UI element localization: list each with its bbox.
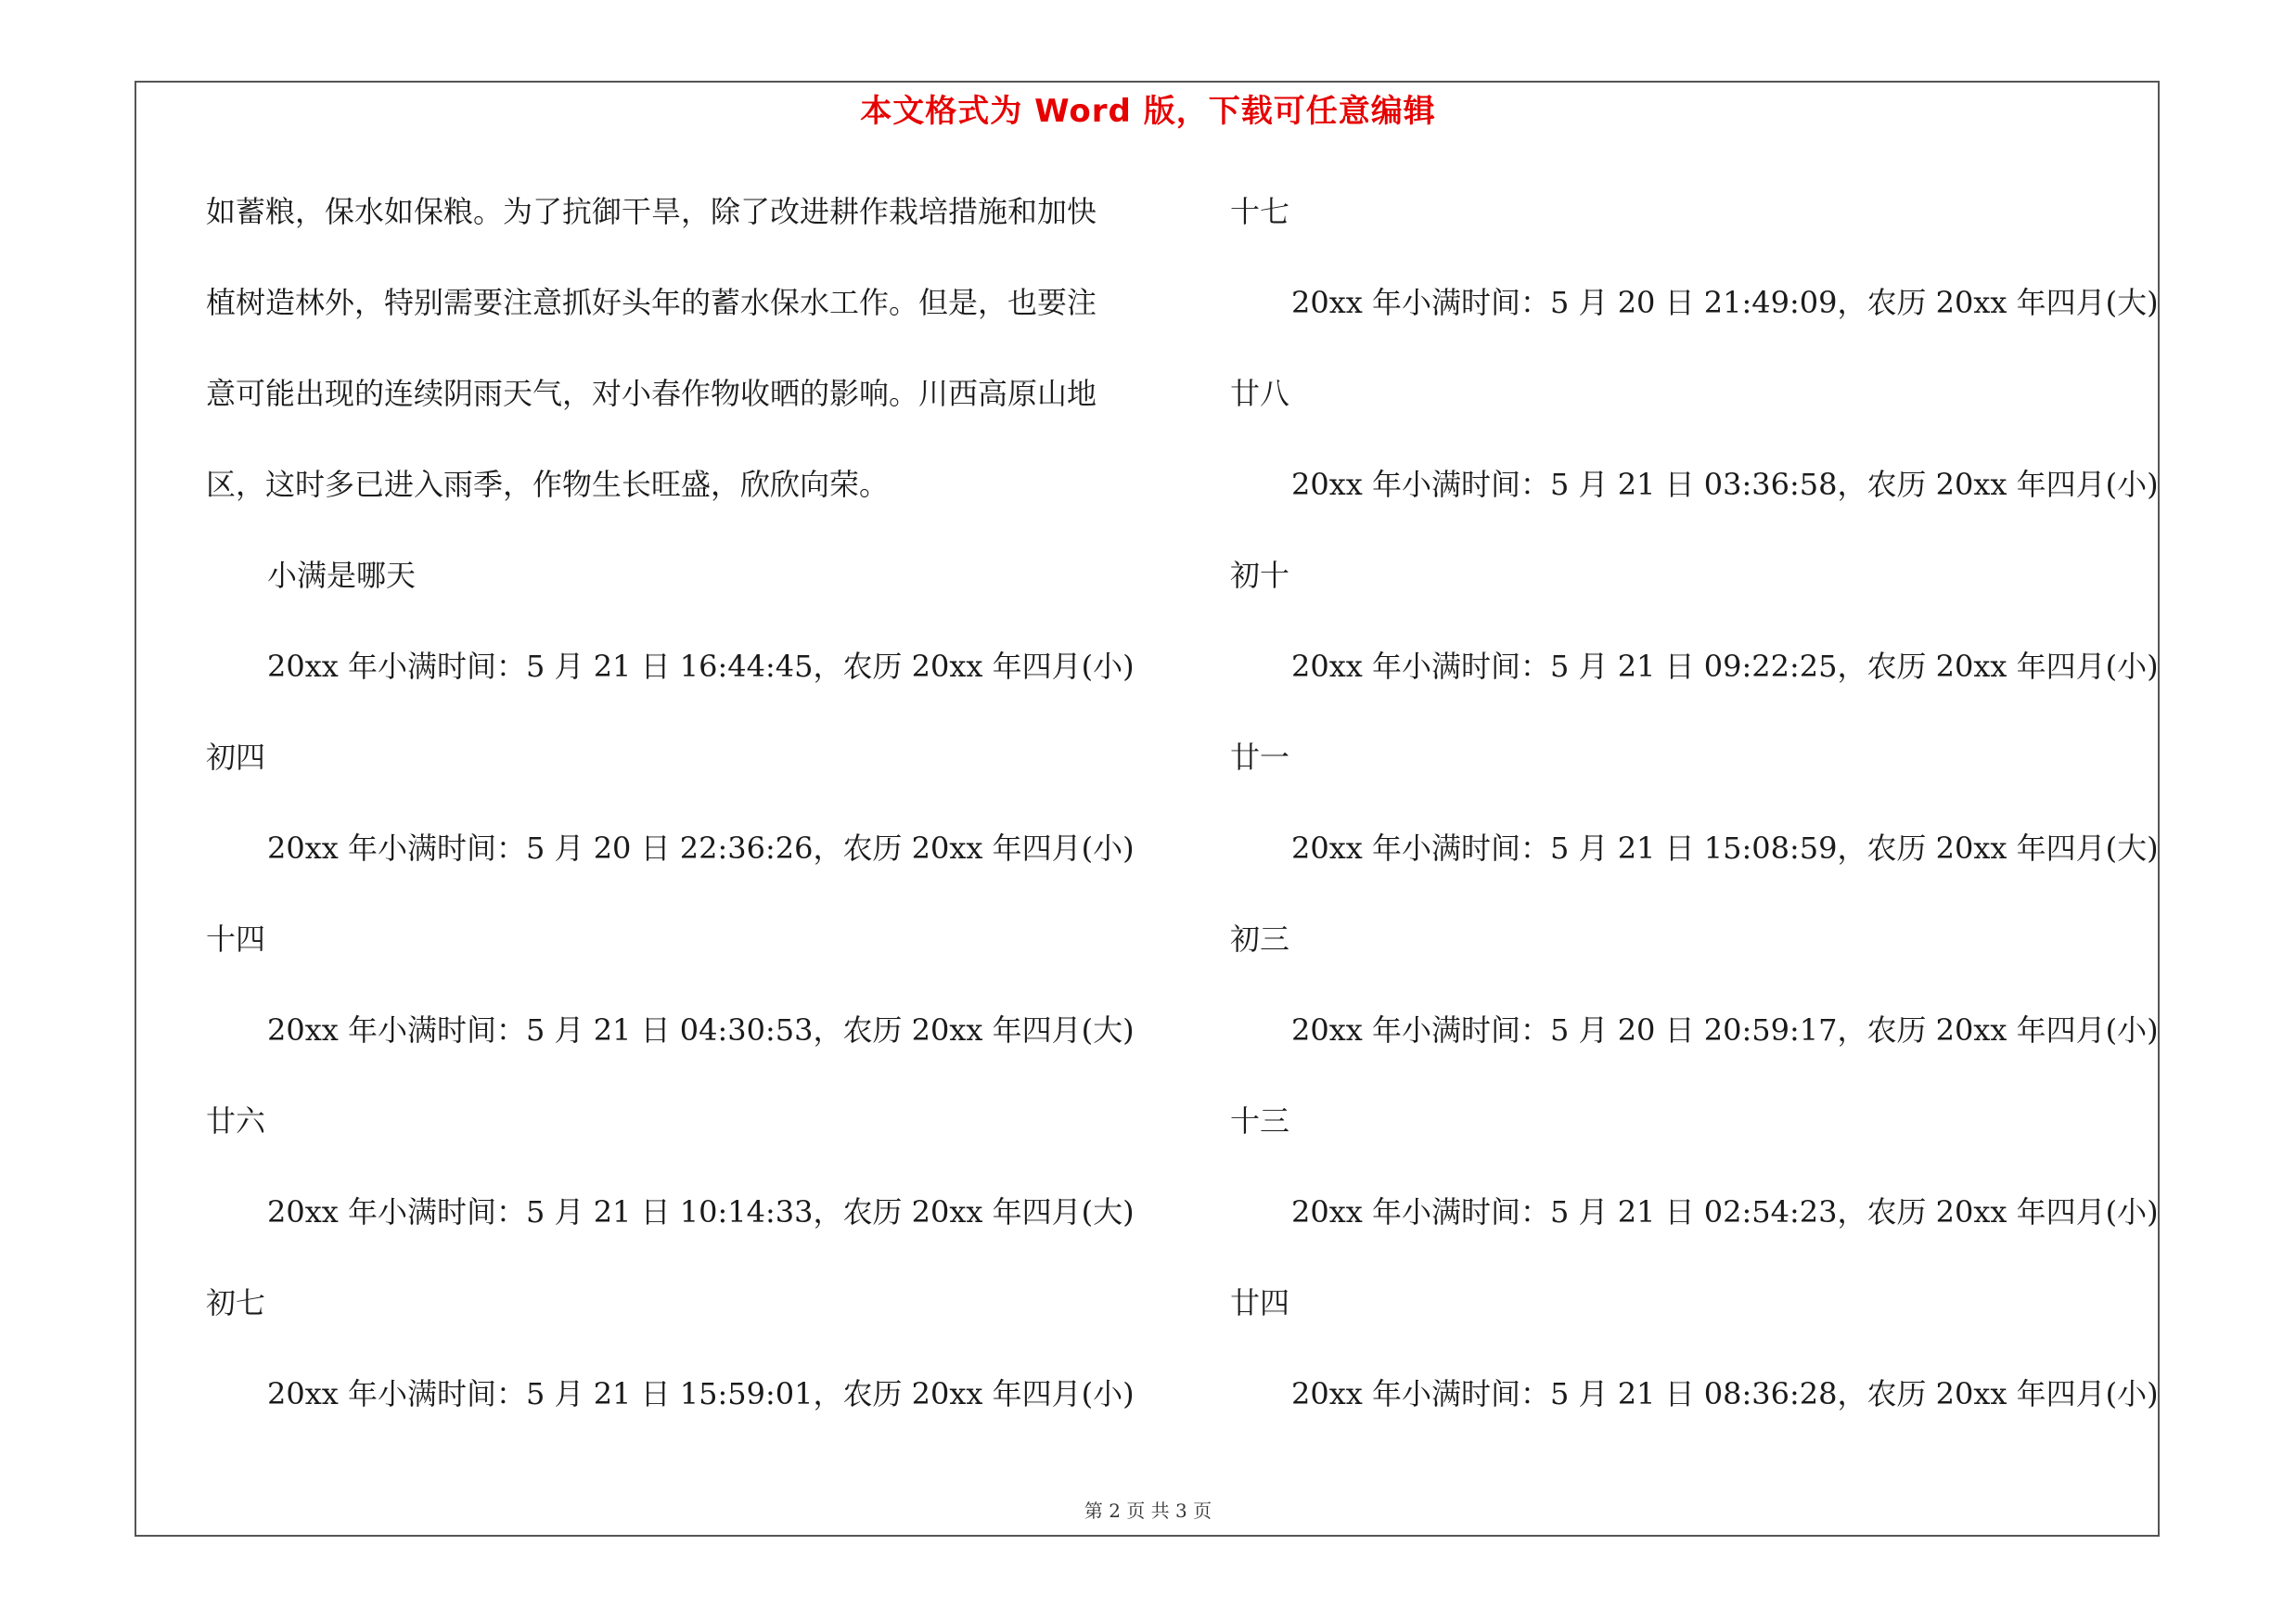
paragraph-line: 区，这时多已进入雨季，作物生长旺盛，欣欣向荣。: [206, 467, 890, 502]
entry-line: 20xx 年小满时间：5 月 20 日 22:36:26，农历 20xx 年四月(小): [267, 831, 1135, 866]
entry-tail: 十七: [1230, 194, 1290, 229]
entry-line: 20xx 年小满时间：5 月 20 日 20:59:17，农历 20xx 年四月(小): [1291, 1012, 2159, 1048]
entry-tail: 廿四: [1230, 1285, 1290, 1320]
entry-line: 20xx 年小满时间：5 月 21 日 04:30:53，农历 20xx 年四月(大): [267, 1012, 1135, 1048]
entry-line: 20xx 年小满时间：5 月 21 日 15:59:01，农历 20xx 年四月(小): [267, 1376, 1135, 1411]
entry-line: 20xx 年小满时间：5 月 21 日 10:14:33，农历 20xx 年四月(大): [267, 1194, 1135, 1230]
entry-tail: 廿八: [1230, 376, 1290, 411]
entry-line: 20xx 年小满时间：5 月 20 日 21:49:09，农历 20xx 年四月(大): [1291, 285, 2159, 320]
entry-line: 20xx 年小满时间：5 月 21 日 15:08:59，农历 20xx 年四月(大): [1291, 831, 2159, 866]
entry-tail: 十四: [206, 921, 266, 957]
entry-tail: 初三: [1230, 921, 1290, 957]
entry-line: 20xx 年小满时间：5 月 21 日 08:36:28，农历 20xx 年四月(小): [1291, 1376, 2159, 1411]
entry-line: 20xx 年小满时间：5 月 21 日 03:36:58，农历 20xx 年四月(小): [1291, 467, 2159, 502]
paragraph-line: 如蓄粮，保水如保粮。为了抗御干旱，除了改进耕作栽培措施和加快: [206, 194, 1097, 229]
entry-tail: 廿一: [1230, 740, 1290, 775]
entry-tail: 初四: [206, 740, 266, 775]
document-banner: 本文格式为 Word 版，下载可任意编辑: [860, 93, 1436, 130]
entry-line: 20xx 年小满时间：5 月 21 日 09:22:25，农历 20xx 年四月(小): [1291, 649, 2159, 684]
entry-line: 20xx 年小满时间：5 月 21 日 16:44:45，农历 20xx 年四月(小): [267, 649, 1135, 684]
paragraph-line: 意可能出现的连续阴雨天气，对小春作物收晒的影响。川西高原山地: [206, 376, 1097, 411]
section-heading: 小满是哪天: [267, 558, 417, 593]
entry-line: 20xx 年小满时间：5 月 21 日 02:54:23，农历 20xx 年四月(小): [1291, 1194, 2159, 1230]
page-number-footer: 第 2 页 共 3 页: [1084, 1500, 1212, 1522]
entry-tail: 十三: [1230, 1103, 1290, 1139]
entry-tail: 初十: [1230, 558, 1290, 593]
paragraph-line: 植树造林外，特别需要注意抓好头年的蓄水保水工作。但是，也要注: [206, 285, 1097, 320]
entry-tail: 初七: [206, 1285, 266, 1320]
entry-tail: 廿六: [206, 1103, 266, 1139]
